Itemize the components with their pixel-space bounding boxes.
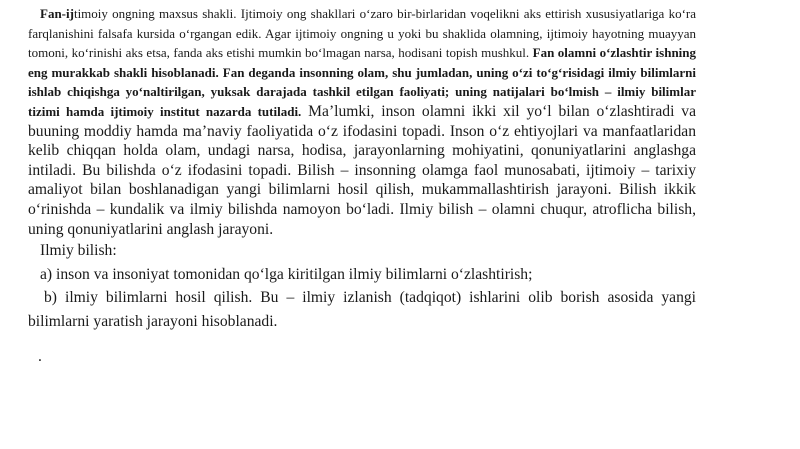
main-paragraph (28, 4, 696, 239)
fan-definition-bold: Fan olamni o‘zlashtir ishning eng murakkab shakli hisoblanadi. Fan deganda insonning olam, shu jumladan, uning o‘zi to‘g‘risidagi ilmiy bilimlarni ishlab chiqishga yo‘naltirilgan, yuksak darajada tashkil etilgan faoliyati; uning natijalari bo‘lmish – ilmiy bilimlar tizimi hamda ijtimoiy institut nazarda tutiladi. (28, 45, 697, 119)
paragraph-lead-text: timoiy ongning maxsus shakli. Ijtimoiy ong shakllari o‘zaro bir-birlaridan voqelikni aks ettirish xususiyatlariga ko‘ra farqlanishini falsafa kursida o‘rgangan edik. Agar ijtimoiy ongning u yoki bu shaklida olamning, ijtimoiy hayotning muayyan tomoni, ko‘rinishi aks etsa, fanda aks etishi mumkin bo‘lmagan narsa, hodisani topish mushkul. (28, 6, 696, 61)
list-item-b: b) ilmiy bilimlarni hosil qilish. Bu – ilmiy izlanish (tadqiqot) ishlarini olib borish asosida yangi bilimlarni yaratish jarayoni hisoblanadi. (28, 289, 696, 330)
trailing-dot: . (38, 348, 42, 366)
paragraph-lead-bold: Fan-ij (40, 6, 74, 21)
ilmiy-bilish-heading: Ilmiy bilish: (40, 242, 117, 260)
document-page (28, 4, 696, 384)
list-item-a: a) inson va insoniyat tomonidan qo‘lga kiritilgan ilmiy bilimlarni o‘zlashtirish; (40, 265, 533, 283)
paragraph-continuation: Ma’lumki, inson olamni ikki xil yo‘l bilan o‘zlashtiradi va buuning moddiy hamda ma’naviy faoliyatida o‘z ifodasini topadi. Inson o‘z ehtiyojlari va manfaatlaridan kelib chiqqan holda olam, undagi narsa, hodisa, jarayonlarning mohiyatini, qonuniyatlarini anglashga intiladi. Bu bilishda o‘z ifodasini topadi. Bilish – insonning olamga faol munosabati, ijtimoiy – tarixiy amaliyot bilan boshlanadigan yangi bilimlarni hosil qilish, mukammallashtirish jarayoni. Bilish ikkik o‘rinishda – kundalik va ilmiy bilishda namoyon bo‘ladi. Ilmiy bilish – olamni chuqur, atroflicha bilish, uning qonuniyatlarini anglash jarayoni. (28, 102, 696, 238)
